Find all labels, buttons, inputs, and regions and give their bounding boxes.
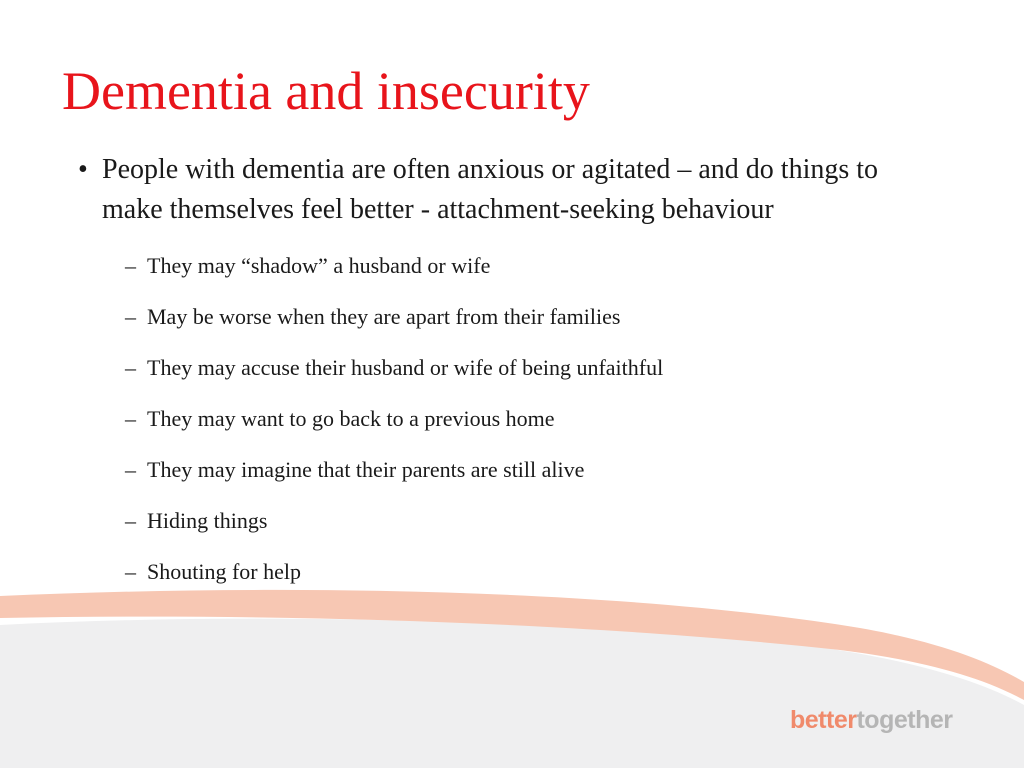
sub-bullet xyxy=(78,546,938,597)
main-bullet-text: People with dementia are often anxious or agitated – and do things to make themselves feel better - attachment-seeking behaviour xyxy=(102,154,879,225)
logo-together: together xyxy=(856,706,953,734)
sub-bullet-text: Shouting for help xyxy=(147,559,301,584)
sub-bullet xyxy=(78,393,938,444)
slide-content xyxy=(78,150,938,597)
sub-bullet xyxy=(78,444,938,495)
slide-title: Dementia and insecurity xyxy=(62,61,590,121)
dash-marker: – xyxy=(125,406,136,431)
main-bullet xyxy=(78,150,938,230)
sub-bullet xyxy=(78,240,938,291)
sub-bullet xyxy=(78,342,938,393)
bullet-marker: • xyxy=(78,154,88,185)
sub-bullet-text: They may “shadow” a husband or wife xyxy=(147,253,491,278)
dash-marker: – xyxy=(125,253,136,278)
bettertogether-logo xyxy=(790,706,952,735)
sub-bullet-text: They may accuse their husband or wife of being unfaithful xyxy=(147,355,664,380)
sub-bullet xyxy=(78,495,938,546)
sub-bullet-text: They may want to go back to a previous home xyxy=(147,406,555,431)
dash-marker: – xyxy=(125,508,136,533)
dash-marker: – xyxy=(125,559,136,584)
dash-marker: – xyxy=(125,304,136,329)
dash-marker: – xyxy=(125,355,136,380)
dash-marker: – xyxy=(125,457,136,482)
logo-better: better xyxy=(790,706,857,734)
sub-bullet-text: They may imagine that their parents are still alive xyxy=(147,457,585,482)
sub-bullet xyxy=(78,291,938,342)
sub-bullet-text: May be worse when they are apart from their families xyxy=(147,304,621,329)
sub-bullet-list xyxy=(78,240,938,597)
sub-bullet-text: Hiding things xyxy=(147,508,268,533)
